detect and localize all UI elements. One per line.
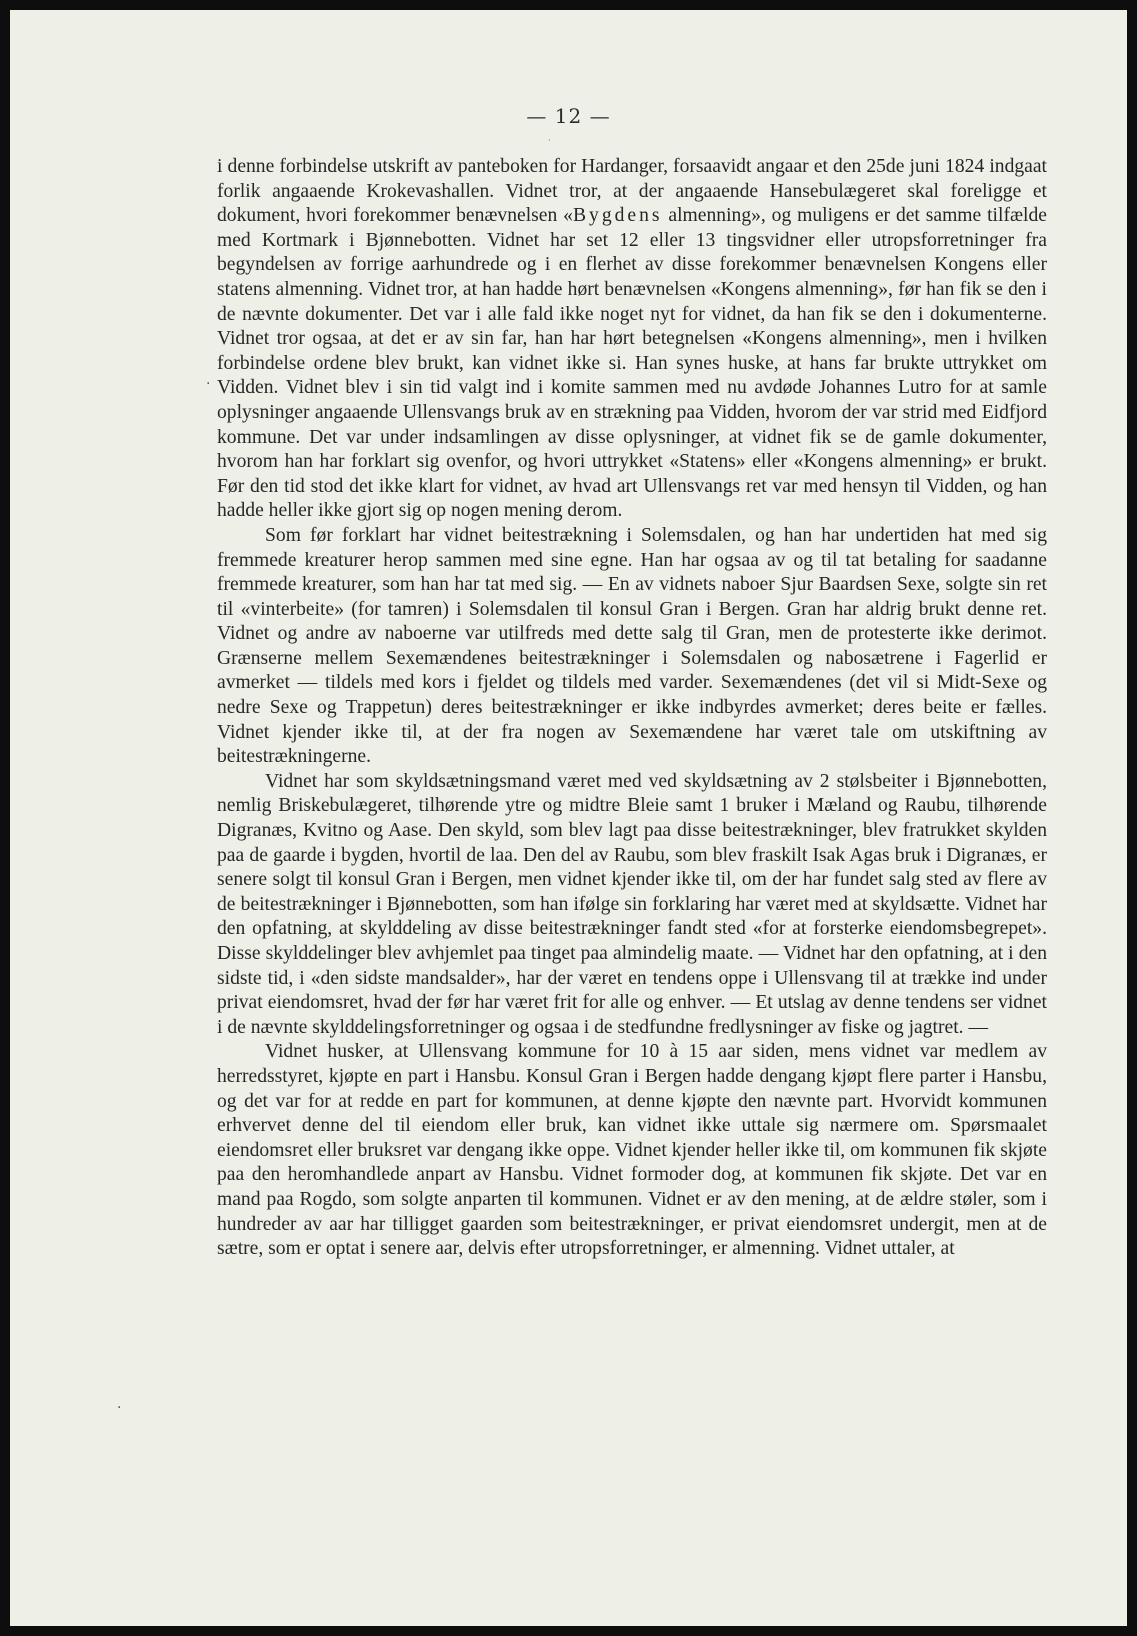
- paragraph: [217, 155, 1047, 524]
- paragraph-text: almenning», og muligens er det samme tilfælde med Kortmark i Bjønnebotten. Vidnet har set 12 eller 13 tingsvidner eller utropsforretninger fra begyndelsen av forrige aarhundrede og i en flerhet av disse forekommer benævnelsen Kongens eller statens almenning. Vidnet tror, at han hadde hørt benævnelsen «Kongens almenning», før han fik se den i de nævnte dokumenter. Det var i alle fald ikke noget nyt for vidnet, da han fik se den i dokumenterne. Vidnet tror ogsaa, at det er av sin far, han har hørt betegnelsen «Kongens almenning», men i hvilken forbindelse ordene blev brukt, kan vidnet ikke si. Han synes huske, at hans far brukte uttrykket om Vidden. Vidnet blev i sin tid valgt ind i komite sammen med nu avdøde Johannes Lutro for at samle oplysninger angaaende Ullensvangs bruk av en strækning paa Vidden, hvorom der var strid med Eidfjord kommune. Det var under indsamlingen av disse oplysninger, at vidnet fik se de gamle dokumenter, hvorom han har forklart sig ovenfor, og hvori uttrykket «Statens» eller «Kongens almenning» er brukt. Før den tid stod det ikke klart for vidnet, av hvad art Ullensvangs ret var med hensyn til Vidden, og han hadde heller ikke gjort sig op nogen mening derom.: [217, 205, 1047, 522]
- margin-speck: ·: [117, 1400, 122, 1416]
- paragraph-text: Vidnet har som skyldsætningsmand været med ved skyldsætning av 2 stølsbeiter i Bjønnebotten, nemlig Briskebulægeret, tilhørende ytre og midtre Bleie samt 1 bruker i Mæland og Raubu, tilhørende Digranæs, Kvitno og Aase. Den skyld, som blev lagt paa disse beitestrækninger, blev fratrukket skylden paa de gaarde i bygden, hvortil de laa. Den del av Raubu, som blev fraskilt Isak Agas bruk i Digranæs, er senere solgt til konsul Gran i Bergen, men vidnet kjender ikke til, om der har fundet salg sted av flere av de beitestrækninger i Bjønnebotten, som han ifølge sin forklaring har været med at skyldsætte. Vidnet har den opfatning, at skylddeling av disse beitestrækninger fandt sted «for at forsterke eiendomsbegrepet». Disse skylddelinger blev avhjemlet paa tinget paa almindelig maate. — Vidnet har den opfatning, at i den sidste tid, i «den sidste mandsalder», har der været en tendens oppe i Ullensvang til at trække ind under privat eiendomsret, hvad der før har været frit for alle og enhver. — Et utslag av denne tendens ser vidnet i de nævnte skylddelingsforretninger og ogsaa i de stedfundne fredlysninger av fiske og jagtret. —: [217, 770, 1047, 1038]
- paragraph-text: i denne forbindelse utskrift av panteboken for Hardanger, forsaavidt angaar et den 25de juni 1824 indgaat forlik angaaende Krokevashallen. Vidnet tror, at der angaaende Hansebulægeret skal foreligge et dokument, hvori forekommer benævnelsen «: [217, 156, 1047, 227]
- paragraph-text: Som før forklart har vidnet beitestrækning i Solemsdalen, og han har undertiden hat med sig fremmede kreaturer herop sammen med sine egne. Han har ogsaa av og til tat betaling for saadanne fremmede kreaturer, som han har tat med sig. — En av vidnets naboer Sjur Baardsen Sexe, solgte sin ret til «vinterbeite» (for tamren) i Solemsdalen til konsul Gran i Bergen. Gran har aldrig brukt denne ret. Vidnet og andre av naboerne var utilfreds med dette salg til Gran, men de protesterte ikke derimot. Grænserne mellem Sexemændenes beitestrækninger i Solemsdalen og nabosætrene i Fagerlid er avmerket — tildels med kors i fjeldet og tildels med varder. Sexemændenes (det vil si Midt-Sexe og nedre Sexe og Trappetun) deres beitestrækninger er ikke indbyrdes avmerket; deres beite er fælles. Vidnet kjender ikke til, at der fra nogen av Sexemændene har været tale om utskiftning av beitestrækningerne.: [217, 524, 1047, 768]
- paragraph: [217, 770, 1047, 1041]
- margin-mark: ·: [206, 376, 211, 392]
- print-speck: ·: [548, 136, 551, 145]
- spaced-word: Bygdens: [572, 205, 663, 227]
- paragraph: [217, 1040, 1047, 1261]
- page-number: — 12 —: [526, 104, 611, 128]
- paragraph-text: Vidnet husker, at Ullensvang kommune for 10 à 15 aar siden, mens vidnet var medlem av herredsstyret, kjøpte en part i Hansbu. Konsul Gran i Bergen hadde dengang kjøpt flere parter i Hansbu, og det var for at redde en part for kommunen, at denne kjøpte den nævnte part. Hvorvidt kommunen erhvervet denne del til eiendom eller bruk, kan vidnet ikke uttale sig nærmere om. Spørsmaalet eiendomsret eller bruksret var dengang ikke oppe. Vidnet kjender heller ikke til, om kommunen fik skjøte paa den heromhandlede anpart av Hansbu. Vidnet formoder dog, at kommunen fik skjøte. Det var en mand paa Rogdo, som solgte anparten til kommunen. Vidnet er av den mening, at de ældre støler, som i hundreder av aar har tilligget gaarden som beitestrækninger, er privat eiendomsret undergit, men at de sætre, som er optat i senere aar, delvis efter utropsforretninger, er almenning. Vidnet uttaler, at: [217, 1041, 1047, 1260]
- paragraph: [217, 524, 1047, 770]
- body-text: [217, 155, 1047, 1262]
